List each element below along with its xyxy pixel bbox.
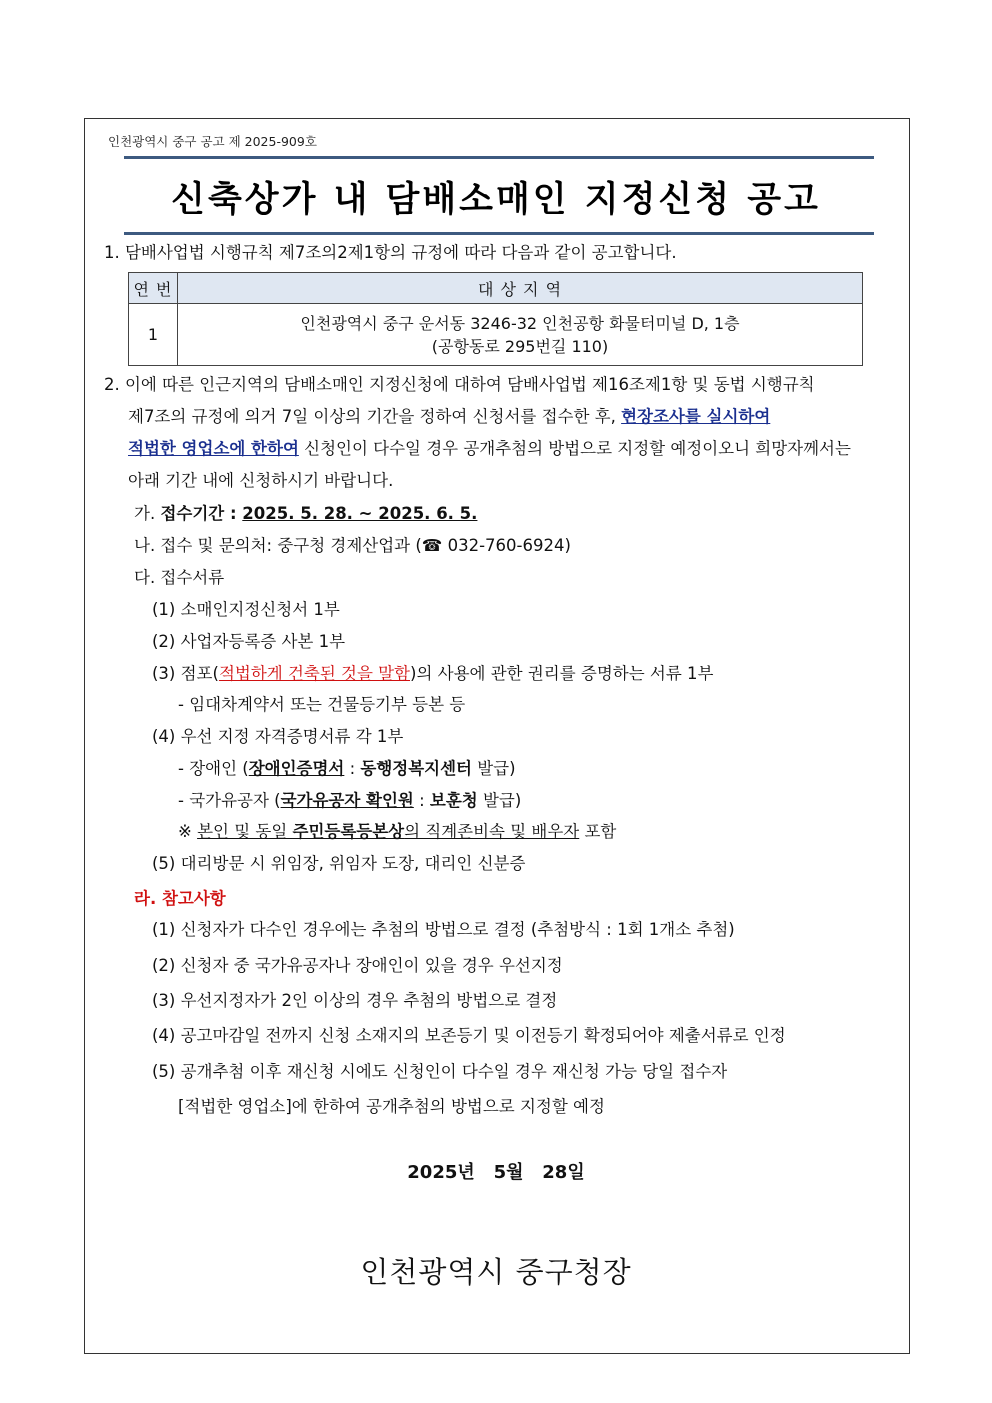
da-item-2: (2) 사업자등록증 사본 1부 bbox=[152, 632, 346, 651]
da-heading: 다. 접수서류 bbox=[134, 568, 225, 587]
da-item-3-emphasis: 적법하게 건축된 것을 말함 bbox=[218, 664, 411, 683]
row-area-line1: 인천광역시 중구 운서동 3246-32 인천공항 화물터미널 D, 1층 bbox=[300, 313, 740, 333]
col-header-no: 연 번 bbox=[129, 273, 178, 304]
da-item-4a-doc: 장애인증명서 bbox=[248, 759, 345, 778]
title-rule-bottom bbox=[124, 232, 874, 235]
da-item-4a-sep: : bbox=[344, 759, 361, 778]
notice-number: 인천광역시 중구 공고 제 2025-909호 bbox=[108, 134, 317, 149]
da-item-3-post: )의 사용에 관한 권리를 증명하는 서류 1부 bbox=[410, 664, 714, 683]
da-item-4c-u2: 의 직계존비속 및 배우자 bbox=[404, 822, 580, 841]
ra-item-3: (3) 우선지정자가 2인 이상의 경우 추첨의 방법으로 결정 bbox=[152, 991, 558, 1010]
section2-line4: 아래 기간 내에 신청하시기 바랍니다. bbox=[128, 471, 394, 490]
row-area-line2: (공항동로 295번길 110) bbox=[431, 336, 609, 356]
da-item-4c-bold: 주민등록등본상 bbox=[292, 822, 405, 841]
ga-label: 접수기간 : bbox=[160, 504, 243, 523]
ra-item-1: (1) 신청자가 다수인 경우에는 추첨의 방법으로 결정 (추첨방식 : 1회 1개소 추첨) bbox=[152, 920, 735, 939]
col-header-area: 대 상 지 역 bbox=[178, 273, 863, 304]
na-contact: 나. 접수 및 문의처: 중구청 경제산업과 (☎ 032-760-6924) bbox=[134, 536, 571, 555]
da-item-4: (4) 우선 지정 자격증명서류 각 1부 bbox=[152, 727, 404, 746]
section2-line2-emphasis: 현장조사를 실시하여 bbox=[621, 407, 771, 426]
da-item-4a-issuer: 동행정복지센터 bbox=[360, 759, 472, 778]
ra-item-2: (2) 신청자 중 국가유공자나 장애인이 있을 경우 우선지정 bbox=[152, 956, 563, 975]
title-rule-top bbox=[124, 156, 874, 159]
da-item-3 bbox=[152, 662, 713, 686]
da-item-4b-doc: 국가유공자 확인원 bbox=[280, 791, 414, 810]
ga-value: 2025. 5. 28. ~ 2025. 6. 5. bbox=[242, 504, 478, 523]
page-title: 신축상가 내 담배소매인 지정신청 공고 bbox=[171, 180, 821, 220]
section2-line3-text: 신청인이 다수일 경우 공개추첨의 방법으로 지정할 예정이오니 희망자께서는 bbox=[298, 439, 851, 458]
section1-text: 1. 담배사업법 시행규칙 제7조의2제1항의 규정에 따라 다음과 같이 공고합니다. bbox=[104, 243, 677, 262]
da-item-4a-post: 발급) bbox=[471, 759, 516, 778]
da-item-4-veteran bbox=[178, 789, 521, 813]
da-item-4b-pre: - 국가유공자 ( bbox=[178, 791, 281, 810]
ra-item-5-cont: [적법한 영업소]에 한하여 공개추첨의 방법으로 지정할 예정 bbox=[178, 1097, 605, 1116]
row-no: 1 bbox=[129, 304, 178, 366]
da-item-4b-post: 발급) bbox=[477, 791, 522, 810]
ra-item-5: (5) 공개추첨 이후 재신청 시에도 신청인이 다수일 경우 재신청 가능 당일 접수자 bbox=[152, 1062, 728, 1081]
da-item-4c-post: 포함 bbox=[579, 822, 617, 841]
section2-line2 bbox=[128, 405, 770, 429]
da-item-4-disabled bbox=[178, 757, 516, 781]
ra-heading: 라. 참고사항 bbox=[134, 889, 226, 908]
target-area-table bbox=[128, 272, 863, 366]
da-item-4c-u1: 본인 및 동일 bbox=[197, 822, 293, 841]
row-area bbox=[178, 304, 863, 366]
ga-reception-period bbox=[134, 502, 477, 526]
signature: 인천광역시 중구청장 bbox=[360, 1255, 632, 1289]
da-item-1: (1) 소매인지정신청서 1부 bbox=[152, 600, 340, 619]
da-item-4a-pre: - 장애인 ( bbox=[178, 759, 249, 778]
da-item-5: (5) 대리방문 시 위임장, 위임자 도장, 대리인 신분증 bbox=[152, 854, 526, 873]
da-item-3-pre: (3) 점포( bbox=[152, 664, 219, 683]
da-item-4b-sep: : bbox=[413, 791, 430, 810]
da-item-4b-issuer: 보훈청 bbox=[429, 791, 478, 810]
table-header-row bbox=[129, 273, 863, 304]
section2-line3-emphasis: 적법한 영업소에 한하여 bbox=[128, 439, 299, 458]
da-item-4-note bbox=[178, 820, 616, 844]
ga-prefix: 가. bbox=[134, 504, 161, 523]
da-item-3-sub: - 임대차계약서 또는 건물등기부 등본 등 bbox=[178, 695, 466, 714]
section2-line1: 2. 이에 따른 인근지역의 담배소매인 지정신청에 대하여 담배사업법 제16조제1항 및 동법 시행규칙 bbox=[104, 375, 815, 394]
section2-line3 bbox=[128, 437, 851, 461]
note-mark-icon: ※ bbox=[178, 822, 198, 841]
ra-item-4: (4) 공고마감일 전까지 신청 소재지의 보존등기 및 이전등기 확정되어야 제출서류로 인정 bbox=[152, 1026, 786, 1045]
table-row bbox=[129, 304, 863, 366]
section2-line2-text: 제7조의 규정에 의거 7일 이상의 기간을 정하여 신청서를 접수한 후, bbox=[128, 407, 622, 426]
notice-date: 2025년 5월 28일 bbox=[407, 1162, 585, 1183]
